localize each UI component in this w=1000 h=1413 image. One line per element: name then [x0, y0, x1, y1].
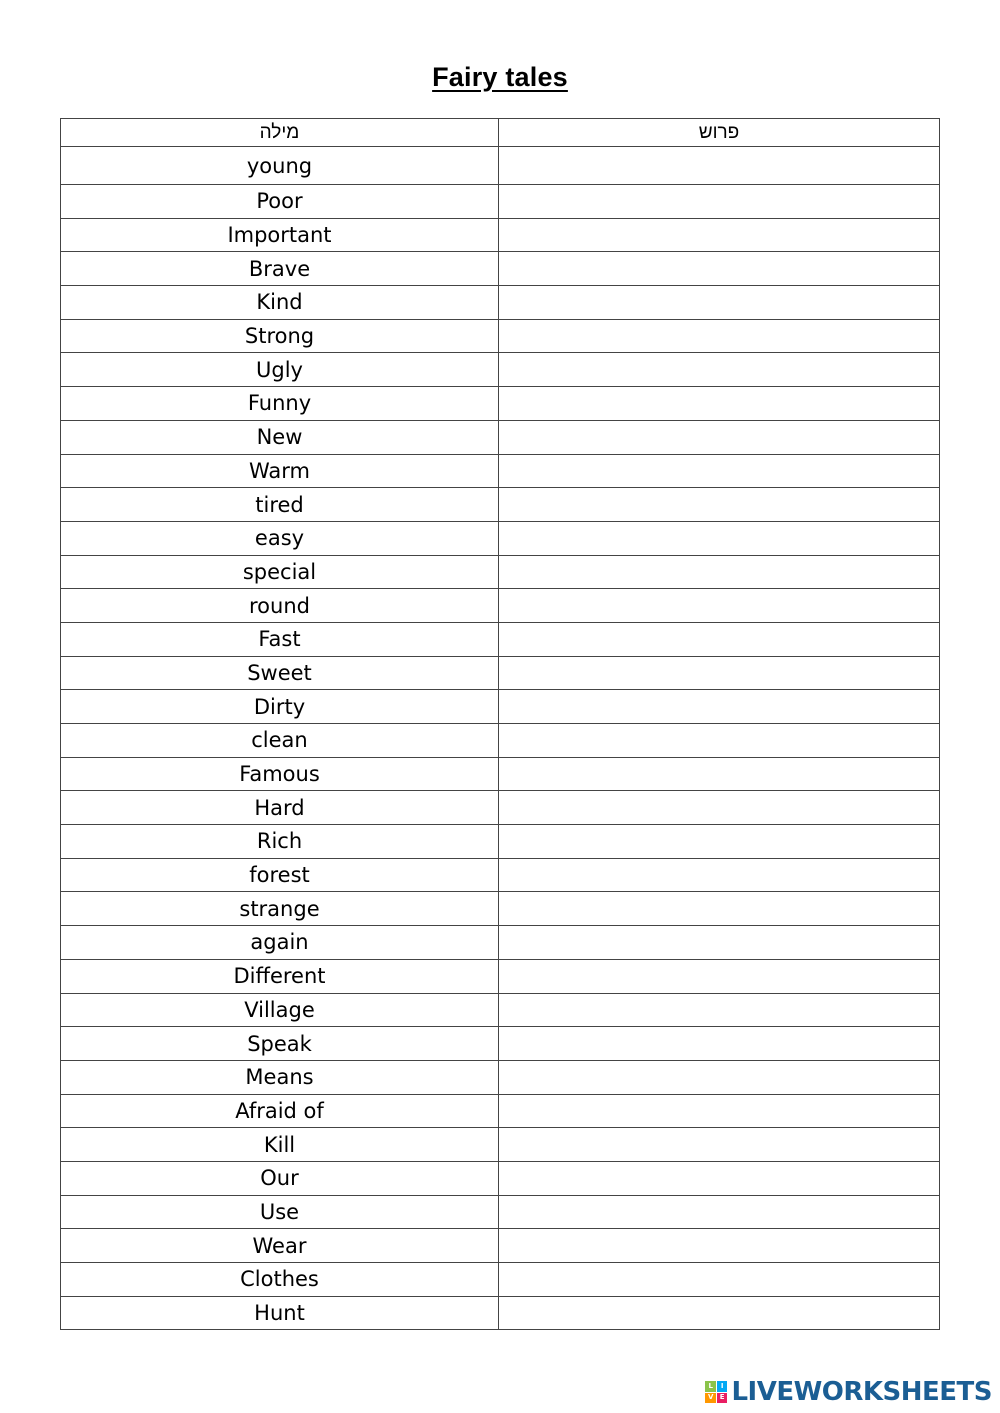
table-row [61, 454, 940, 488]
table-row [61, 353, 940, 387]
table-row [61, 858, 940, 892]
word-cell: Funny [61, 387, 499, 421]
translation-cell[interactable] [499, 757, 940, 791]
word-cell: easy [61, 521, 499, 555]
word-cell: Speak [61, 1027, 499, 1061]
logo-letter-v: V [705, 1393, 716, 1404]
table-row [61, 319, 940, 353]
translation-cell[interactable] [499, 1060, 940, 1094]
word-cell: Poor [61, 185, 499, 219]
word-cell: Warm [61, 454, 499, 488]
table-row [61, 959, 940, 993]
table-row [61, 488, 940, 522]
word-cell: Wear [61, 1229, 499, 1263]
table-body [61, 147, 940, 1330]
translation-cell[interactable] [499, 1229, 940, 1263]
table-row [61, 724, 940, 758]
table-row [61, 185, 940, 219]
table-row [61, 791, 940, 825]
translation-cell[interactable] [499, 353, 940, 387]
word-cell: forest [61, 858, 499, 892]
word-cell: Strong [61, 319, 499, 353]
translation-cell[interactable] [499, 420, 940, 454]
translation-cell[interactable] [499, 825, 940, 859]
translation-cell[interactable] [499, 387, 940, 421]
word-cell: Kind [61, 286, 499, 320]
table-row [61, 1161, 940, 1195]
word-cell: Important [61, 218, 499, 252]
translation-cell[interactable] [499, 656, 940, 690]
translation-cell[interactable] [499, 286, 940, 320]
translation-cell[interactable] [499, 1296, 940, 1330]
word-cell: Village [61, 993, 499, 1027]
table-row [61, 1094, 940, 1128]
logo-letter-i: I [717, 1381, 728, 1392]
liveworksheets-logo-icon [705, 1381, 727, 1403]
translation-cell[interactable] [499, 926, 940, 960]
translation-cell[interactable] [499, 252, 940, 286]
word-cell: Ugly [61, 353, 499, 387]
table-row [61, 252, 940, 286]
word-cell: again [61, 926, 499, 960]
translation-cell[interactable] [499, 1161, 940, 1195]
word-cell: New [61, 420, 499, 454]
translation-cell[interactable] [499, 1263, 940, 1297]
table-row [61, 926, 940, 960]
translation-cell[interactable] [499, 454, 940, 488]
translation-cell[interactable] [499, 1195, 940, 1229]
word-cell: Means [61, 1060, 499, 1094]
table-row [61, 1027, 940, 1061]
translation-cell[interactable] [499, 488, 940, 522]
liveworksheets-watermark [705, 1377, 992, 1407]
translation-cell[interactable] [499, 1128, 940, 1162]
table-row [61, 825, 940, 859]
table-row [61, 589, 940, 623]
translation-cell[interactable] [499, 319, 940, 353]
page-title: Fairy tales [432, 62, 568, 92]
table-row [61, 1296, 940, 1330]
translation-cell[interactable] [499, 993, 940, 1027]
word-cell: Afraid of [61, 1094, 499, 1128]
table-row [61, 420, 940, 454]
translation-cell[interactable] [499, 690, 940, 724]
table-row [61, 147, 940, 185]
table-row [61, 1128, 940, 1162]
table-row [61, 555, 940, 589]
translation-cell[interactable] [499, 1027, 940, 1061]
watermark-text: LIVEWORKSHEETS [731, 1377, 992, 1407]
word-cell: Clothes [61, 1263, 499, 1297]
word-cell: Hunt [61, 1296, 499, 1330]
translation-cell[interactable] [499, 185, 940, 219]
table-row [61, 757, 940, 791]
word-cell: Famous [61, 757, 499, 791]
word-cell: clean [61, 724, 499, 758]
word-cell: young [61, 147, 499, 185]
table-row [61, 387, 940, 421]
word-cell: round [61, 589, 499, 623]
table-row [61, 892, 940, 926]
table-row [61, 1195, 940, 1229]
vocabulary-table [60, 118, 940, 1330]
word-cell: Rich [61, 825, 499, 859]
translation-cell[interactable] [499, 959, 940, 993]
translation-cell[interactable] [499, 791, 940, 825]
word-cell: Different [61, 959, 499, 993]
word-cell: Use [61, 1195, 499, 1229]
header-word: מילה [61, 119, 499, 147]
table-header-row [61, 119, 940, 147]
header-translation: פרוש [499, 119, 940, 147]
word-cell: Hard [61, 791, 499, 825]
translation-cell[interactable] [499, 622, 940, 656]
table-row [61, 1229, 940, 1263]
word-cell: Dirty [61, 690, 499, 724]
table-row [61, 690, 940, 724]
word-cell: Our [61, 1161, 499, 1195]
translation-cell[interactable] [499, 521, 940, 555]
word-cell: strange [61, 892, 499, 926]
word-cell: Fast [61, 622, 499, 656]
table-row [61, 1263, 940, 1297]
table-row [61, 1060, 940, 1094]
translation-cell[interactable] [499, 1094, 940, 1128]
translation-cell[interactable] [499, 892, 940, 926]
word-cell: Kill [61, 1128, 499, 1162]
table-row [61, 286, 940, 320]
word-cell: tired [61, 488, 499, 522]
translation-cell[interactable] [499, 858, 940, 892]
translation-cell[interactable] [499, 555, 940, 589]
translation-cell[interactable] [499, 147, 940, 185]
table-row [61, 993, 940, 1027]
translation-cell[interactable] [499, 589, 940, 623]
table-row [61, 622, 940, 656]
word-cell: Brave [61, 252, 499, 286]
logo-letter-l: L [705, 1381, 716, 1392]
table-row [61, 656, 940, 690]
logo-letter-e: E [717, 1393, 728, 1404]
table-row [61, 521, 940, 555]
word-cell: Sweet [61, 656, 499, 690]
word-cell: special [61, 555, 499, 589]
table-row [61, 218, 940, 252]
translation-cell[interactable] [499, 724, 940, 758]
translation-cell[interactable] [499, 218, 940, 252]
